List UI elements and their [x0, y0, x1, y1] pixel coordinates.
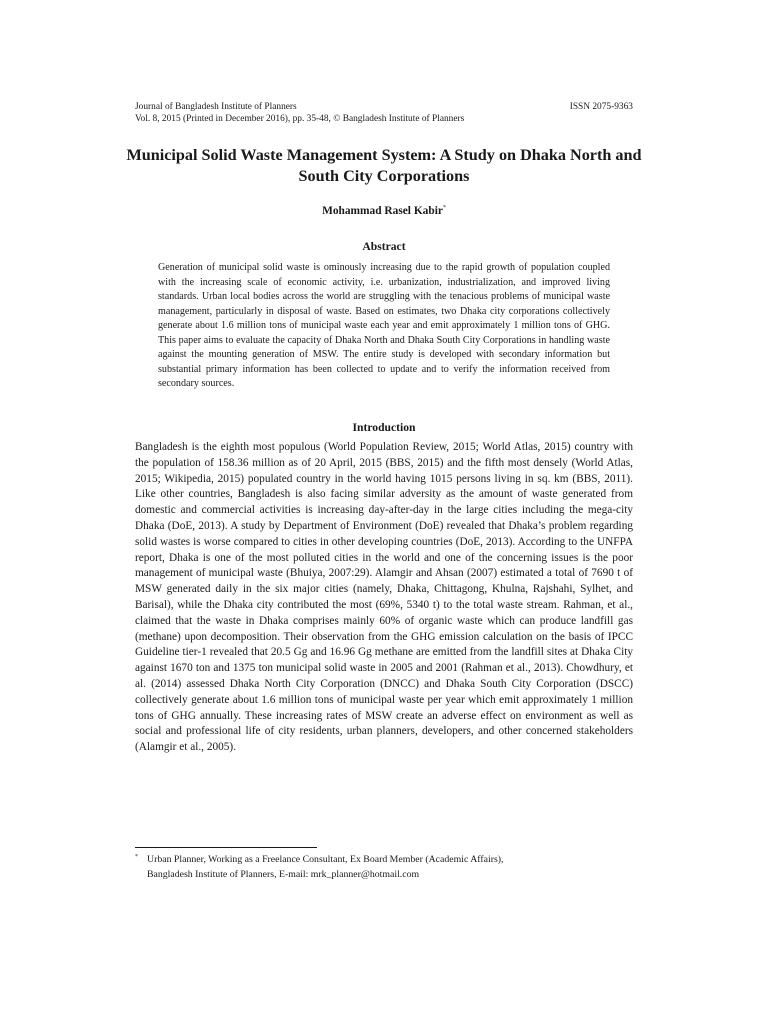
volume-line: Vol. 8, 2015 (Printed in December 2016), pp. 35-48, © Bangladesh Institute of Planners — [135, 114, 465, 124]
abstract-text: Generation of municipal solid waste is ominously increasing due to the rapid growth of population coupled with the increasing scale of economic activity, i.e. urbanization, industrialization, and improved living standards. Urban local bodies across the world are struggling with the tenacious problems of municipal waste management, particularly in disposal of waste. Based on estimates, two Dhaka city corporations collectively generate about 1.6 million tons of municipal waste each year and emit approximately 1 million tons of GHG. This paper aims to evaluate the capacity of Dhaka North and Dhaka South City Corporations in handling waste against the mounting generation of MSW. The entire study is developed with secondary information but substantial primary information has been collected to update and to verify the information received from secondary sources. — [158, 262, 610, 390]
running-header — [135, 101, 633, 113]
author-line — [135, 201, 633, 218]
journal-name: Journal of Bangladesh Institute of Planners — [135, 102, 297, 112]
abstract-heading: Abstract — [362, 240, 406, 253]
paper-title: Municipal Solid Waste Management System: A Study on Dhaka North and South City Corporations — [126, 146, 642, 185]
author-name: Mohammad Rasel Kabir — [322, 204, 443, 217]
footnote-line-1: * Urban Planner, Working as a Freelance Consultant, Ex Board Member (Academic Affairs), — [135, 853, 504, 865]
author-footnote-mark: * — [442, 205, 446, 211]
issn: ISSN 2075-9363 — [569, 102, 633, 112]
footnote-divider — [135, 847, 317, 848]
footnote — [135, 853, 633, 882]
introduction-paragraph: Bangladesh is the eighth most populous (World Population Review, 2015; World Atlas, 2015) country with the population of 158.36 million as of 20 April, 2015 (BBS, 2015) and the fifth most densely (World Atlas, 2015; Wikipedia, 2015) populated country in the world having 1015 persons living in sq. km (BBS, 2011). Like other countries, Bangladesh is also facing similar adversity as the amount of waste generated from domestic and commercial activities is increasing day-after-day in the large cities including the mega-city Dhaka (DoE, 2013). A study by Department of Environment (DoE) revealed that Dhaka’s problem regarding solid wastes is worse compared to cities in other developing countries (DoE, 2013). According to the UNFPA report, Dhaka is one of the most polluted cities in the world and one of the concerning issues is the poor management of municipal waste (Bhuiya, 2007:29). Alamgir and Ahsan (2007) estimated a total of 7690 t of MSW generated daily in the six major cities (namely, Dhaka, Chittagong, Khulna, Rajshahi, Sylhet, and Barisal), while the Dhaka city contributed the most (69%, 5340 t) to the total waste stream. Rahman, et al., claimed that the waste in Dhaka comprises mainly 60% of organic waste which can produce landfill gas (methane) upon decomposition. Their observation from the GHG emission calculation on the basis of IPCC Guideline tier-1 revealed that 20.5 Gg and 16.96 Gg methane are emitted from the landfill sites at Dhaka City against 1670 ton and 1375 ton municipal solid waste in 2005 and 2001 (Rahman et al., 2013). Chowdhury, et al. (2014) assessed Dhaka North City Corporation (DNCC) and Dhaka South City Corporation (DSCC) collectively generate about 1.6 million tons of municipal waste per year which emit approximately 1 million tons of GHG annually. These increasing rates of MSW create an adverse effect on environment as well as social and professional life of city residents, urban planners, developers, and other concerned stakeholders (Alamgir et al., 2005). — [135, 441, 633, 754]
introduction-heading: Introduction — [352, 421, 416, 434]
footnote-line-2: Bangladesh Institute of Planners, E-mail: mrk_planner@hotmail.com — [147, 868, 420, 880]
footnote-text-1: Urban Planner, Working as a Freelance Consultant, Ex Board Member (Academic Affairs), — [147, 854, 504, 865]
